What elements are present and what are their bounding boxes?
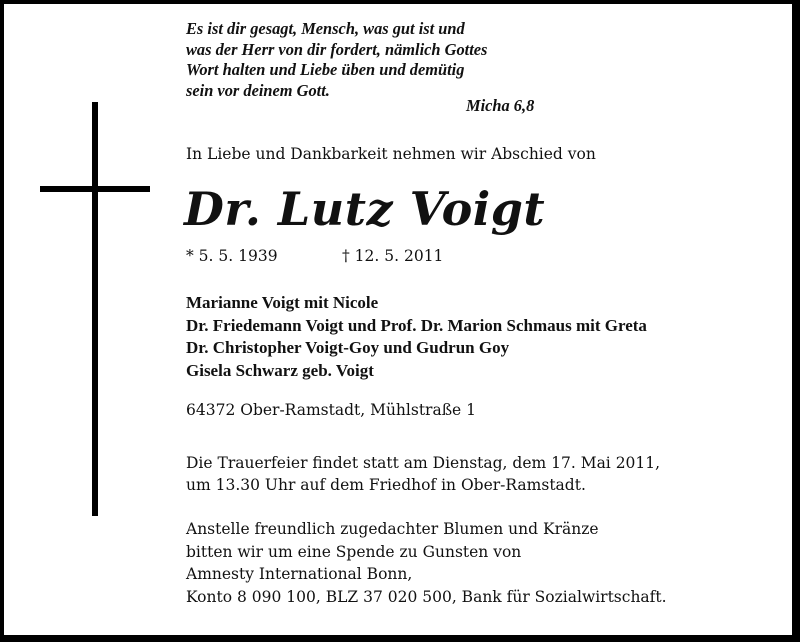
verse-line: Es ist dir gesagt, Mensch, was gut ist und: [186, 19, 465, 38]
deceased-name: Dr. Lutz Voigt: [184, 182, 546, 236]
funeral-line: um 13.30 Uhr auf dem Friedhof in Ober-Ramstadt.: [186, 476, 586, 494]
funeral-line: Die Trauerfeier findet statt am Dienstag, dem 17. Mai 2011,: [186, 454, 661, 472]
funeral-info: [186, 452, 660, 496]
birth-date: * 5. 5. 1939: [186, 247, 278, 265]
family-member: Dr. Friedemann Voigt und Prof. Dr. Marion Schmaus mit Greta: [186, 315, 647, 335]
cross-icon-horizontal: [40, 186, 150, 192]
cross-icon-vertical: [92, 102, 98, 516]
family-member: Marianne Voigt mit Nicole: [186, 293, 379, 312]
bible-verse: [186, 19, 487, 101]
death-date: † 12. 5. 2011: [342, 247, 444, 265]
verse-reference: Micha 6,8: [466, 96, 535, 115]
verse-line: sein vor deinem Gott.: [186, 80, 330, 100]
intro-text: In Liebe und Dankbarkeit nehmen wir Abschied von: [186, 145, 596, 163]
verse-line: Wort halten und Liebe üben und demütig: [186, 60, 465, 79]
donation-info: [186, 518, 667, 608]
donation-line: Amnesty International Bonn,: [186, 565, 413, 583]
donation-line: Anstelle freundlich zugedachter Blumen und Kränze: [186, 520, 599, 538]
address: 64372 Ober-Ramstadt, Mühlstraße 1: [186, 401, 477, 419]
family-member: Dr. Christopher Voigt-Goy und Gudrun Goy: [186, 338, 510, 357]
family-list: [186, 292, 647, 382]
donation-line: Konto 8 090 100, BLZ 37 020 500, Bank für Sozialwirtschaft.: [186, 587, 667, 606]
verse-line: was der Herr von dir fordert, nämlich Gottes: [186, 39, 488, 59]
donation-line: bitten wir um eine Spende zu Gunsten von: [186, 542, 522, 561]
family-member: Gisela Schwarz geb. Voigt: [186, 360, 374, 380]
